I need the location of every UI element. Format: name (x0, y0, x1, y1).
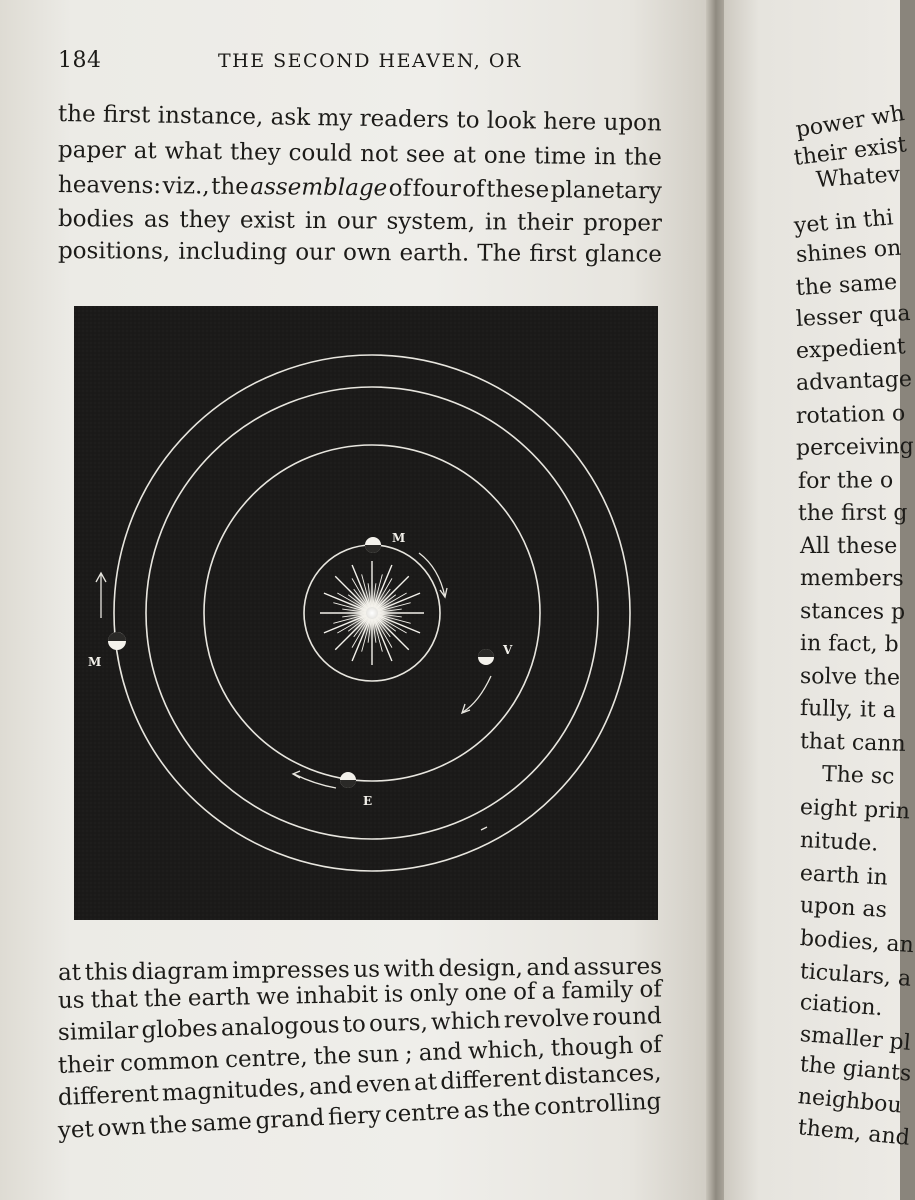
word: positions, (57, 238, 171, 265)
right-page-line: ciation. (799, 990, 884, 1022)
word: The (477, 240, 522, 267)
word: planetary (550, 177, 663, 205)
word: inhabit (295, 981, 379, 1010)
right-page-line: advantage (795, 366, 913, 396)
word: ask (270, 104, 311, 131)
page-number: 184 (58, 48, 102, 73)
word: own (96, 1113, 147, 1143)
right-page-line: ticulars, a (799, 959, 913, 992)
earth-label: E (363, 794, 373, 808)
right-page-line: fully, it a (799, 696, 897, 724)
right-page-line: them, and (796, 1115, 911, 1151)
word: revolve (503, 1005, 590, 1034)
word: system, (386, 208, 476, 236)
mercury-label: M (392, 531, 406, 545)
word: glance (584, 241, 662, 268)
word: not (359, 140, 399, 168)
word: our (336, 208, 377, 235)
right-page-line: Whatev (815, 162, 901, 193)
word: the (57, 101, 96, 128)
right-page-line: solve the (799, 664, 901, 691)
word: including (178, 238, 288, 266)
word: same (190, 1108, 253, 1138)
word: could (288, 140, 353, 167)
word: they (229, 139, 281, 166)
mars-label: M (88, 655, 102, 669)
word: own (342, 239, 392, 267)
word: assemblage (250, 174, 388, 202)
right-page-line: rotation o (795, 401, 906, 429)
word: the (623, 144, 662, 171)
word: different (57, 1080, 160, 1111)
word: different (439, 1064, 542, 1095)
word: similar (57, 1017, 139, 1046)
word: a (541, 978, 556, 1005)
word: globes (141, 1015, 219, 1044)
right-page-line: smaller pl (798, 1022, 912, 1056)
word: controlling (533, 1088, 662, 1121)
right-page-line: the giants (798, 1052, 913, 1087)
word: we (256, 983, 290, 1011)
word: with (383, 956, 435, 983)
word: one (483, 142, 527, 170)
right-page-line: yet in thi (792, 205, 895, 239)
word: they (179, 206, 231, 234)
word: that (90, 986, 139, 1014)
word: heavens: (57, 172, 162, 200)
word: see (405, 141, 446, 169)
word: look (486, 107, 537, 135)
word: the (148, 1111, 188, 1140)
right-page-line: power wh (794, 100, 907, 143)
right-page-line: The sc (821, 762, 895, 790)
word: instance, (157, 102, 264, 131)
word: the (143, 985, 182, 1013)
word: round (592, 1003, 663, 1032)
word: us (353, 956, 381, 983)
word: the (211, 173, 250, 200)
right-page-line: expedient (795, 334, 907, 364)
right-page-line: members (799, 566, 904, 592)
word: us (57, 987, 85, 1014)
word: assures (573, 953, 663, 981)
word: viz., (162, 173, 210, 200)
word: which (430, 1007, 501, 1036)
right-page-line: perceiving (795, 433, 914, 461)
word: magnitudes, (161, 1074, 307, 1107)
right-page-line: nitude. (799, 828, 879, 857)
word: our (295, 239, 335, 266)
word: readers (359, 105, 450, 134)
right-page-line: earth in (799, 861, 889, 891)
word: of (388, 175, 412, 202)
word: to (456, 107, 480, 134)
word: in (593, 144, 617, 171)
solar-system-diagram (74, 306, 658, 920)
word: my (317, 105, 353, 132)
word: fiery (327, 1102, 382, 1131)
right-page-line: stances p (799, 599, 906, 625)
word: first (529, 240, 577, 268)
right-page-line: for the o (797, 468, 894, 494)
word: four (412, 175, 461, 203)
sun-icon (320, 561, 424, 665)
word: which, (467, 1036, 546, 1065)
word: centre, (224, 1044, 308, 1074)
word: though (550, 1032, 634, 1062)
venus-label: V (503, 643, 513, 657)
word: ours, (368, 1009, 429, 1038)
word: what (164, 138, 223, 166)
text-line (58, 240, 662, 267)
right-page-line: that cann (799, 729, 907, 757)
text-line (58, 208, 662, 236)
word: upon (603, 109, 663, 137)
word: earth. (399, 240, 470, 267)
word: analogous (220, 1012, 340, 1042)
word: and (526, 954, 570, 982)
word: of (462, 176, 485, 203)
word: sun (356, 1041, 400, 1069)
text-line (58, 174, 662, 203)
word: is (383, 981, 404, 1008)
word: the (313, 1042, 352, 1071)
word: common (119, 1047, 220, 1077)
word: in (304, 207, 328, 235)
word: at (452, 142, 477, 169)
word: at (413, 1069, 438, 1097)
word: and (418, 1038, 463, 1067)
word: as (143, 206, 170, 233)
word: these (486, 176, 550, 204)
word: earth (187, 984, 251, 1012)
word: distances, (543, 1059, 662, 1091)
word: of (512, 978, 536, 1006)
word: impresses (232, 956, 350, 985)
word: centre (384, 1098, 461, 1129)
word: proper (582, 210, 663, 237)
word: exist (239, 207, 296, 234)
word: the (492, 1094, 532, 1123)
right-page-line: in fact, b (799, 631, 899, 658)
word: their (57, 1051, 115, 1079)
right-page-line: eight prin (799, 795, 911, 825)
word: time (533, 143, 587, 170)
right-page-line: All these (800, 534, 898, 559)
right-page-line: their exist (792, 132, 908, 171)
word: design, (438, 955, 523, 983)
word: grand (254, 1104, 326, 1135)
word: this (84, 959, 128, 986)
word: at (57, 959, 82, 986)
word: one (464, 979, 508, 1007)
right-page-line: the same (795, 269, 898, 301)
running-head: THE SECOND HEAVEN, OR (218, 50, 522, 72)
word: bodies (57, 206, 135, 233)
word: and (308, 1072, 353, 1101)
word: even (355, 1070, 412, 1099)
right-page-line: the first g (797, 500, 908, 526)
word: here (543, 108, 597, 136)
word: diagram (131, 958, 229, 986)
word: ; (404, 1040, 414, 1067)
word: yet (57, 1116, 95, 1144)
right-page-line: shines on (795, 235, 903, 268)
right-page-line: upon as (799, 893, 888, 923)
word: to (342, 1011, 367, 1039)
right-page-line: bodies, an (799, 926, 915, 959)
word: paper (57, 137, 126, 164)
word: only (409, 980, 459, 1008)
word: at (133, 137, 157, 165)
word: of (638, 1031, 663, 1059)
word: as (462, 1096, 490, 1125)
word: family (561, 976, 634, 1005)
right-page-line: lesser qua (795, 301, 912, 332)
word: their (516, 209, 574, 237)
word: first (102, 101, 151, 129)
word: in (484, 209, 508, 236)
right-page-line: neighbou (796, 1084, 903, 1119)
word: of (639, 976, 663, 1003)
diagram-svg (74, 306, 658, 920)
